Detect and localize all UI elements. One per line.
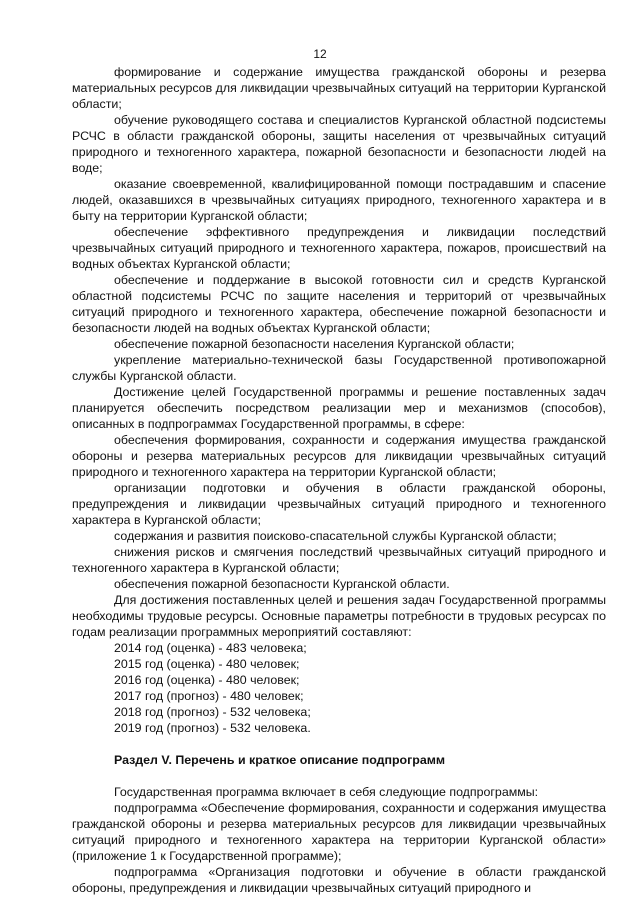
goals-list <box>72 64 606 640</box>
paragraph: Государственная программа включает в себя следующие подпрограммы: <box>114 785 539 799</box>
year-item: 2014 год (оценка) - 483 человека; <box>114 641 307 655</box>
paragraph: обеспечения пожарной безопасности Курганской области. <box>114 577 450 591</box>
paragraph: Для достижения поставленных целей и решения задач Государственной программы необходимы трудовые ресурсы. Основные параметры потребности в трудовых ресурсах по годам реализации программных мероприятий составляют: <box>72 593 606 639</box>
paragraph: обеспечение и поддержание в высокой готовности сил и средств Курганской областной подсистемы РСЧС по защите населения и территорий от чрезвычайных ситуаций природного и техногенного характера, обеспечение пожарной безопасности и безопасности людей на водных объектах Курганской области; <box>72 273 606 335</box>
labor-resources-list <box>72 640 606 736</box>
paragraph: содержания и развития поисково-спасательной службы Курганской области; <box>114 529 557 543</box>
year-item: 2015 год (оценка) - 480 человек; <box>114 657 300 671</box>
subprograms-list <box>72 784 606 896</box>
year-item: 2016 год (оценка) - 480 человек; <box>114 673 300 687</box>
year-item: 2019 год (прогноз) - 532 человека. <box>114 721 311 735</box>
page-number: 12 <box>313 47 327 61</box>
paragraph: обеспечение пожарной безопасности населения Курганской области; <box>114 337 515 351</box>
paragraph: формирование и содержание имущества гражданской обороны и резерва материальных ресурсов для ликвидации чрезвычайных ситуаций на территории Курганской области; <box>72 65 606 111</box>
paragraph: укрепление материально-технической базы Государственной противопожарной службы Курганской области. <box>72 353 606 383</box>
paragraph: снижения рисков и смягчения последствий чрезвычайных ситуаций природного и техногенного характера в Курганской области; <box>72 545 606 575</box>
document-body <box>72 64 606 896</box>
year-item: 2018 год (прогноз) - 532 человека; <box>114 705 311 719</box>
paragraph: подпрограмма «Организация подготовки и обучение в области гражданской обороны, предупреждения и ликвидации чрезвычайных ситуаций природного и <box>72 865 606 895</box>
paragraph: организации подготовки и обучения в области гражданской обороны, предупреждения и ликвидации чрезвычайных ситуаций природного и техногенного характера в Курганской области; <box>72 481 606 527</box>
paragraph: обучение руководящего состава и специалистов Курганской областной подсистемы РСЧС в области гражданской обороны, защиты населения от чрезвычайных ситуаций природного и техногенного характера, пожарной безопасности и безопасности людей на воде; <box>72 113 606 175</box>
spacer <box>72 768 606 784</box>
year-item: 2017 год (прогноз) - 480 человек; <box>114 689 304 703</box>
paragraph: Достижение целей Государственной программы и решение поставленных задач планируется обеспечить посредством реализации мер и механизмов (способов), описанных в подпрограммах Государственной программы, в сфере: <box>72 385 606 431</box>
paragraph: подпрограмма «Обеспечение формирования, сохранности и содержания имущества гражданской обороны и резерва материальных ресурсов для ликвидации чрезвычайных ситуаций природного и техногенного характера на территории Курганской области» (приложение 1 к Государственной программе); <box>72 801 606 863</box>
paragraph: обеспечения формирования, сохранности и содержания имущества гражданской обороны и резерва материальных ресурсов для ликвидации чрезвычайных ситуаций природного и техногенного характера на территории Курганской области; <box>72 433 606 479</box>
paragraph: оказание своевременной, квалифицированной помощи пострадавшим и спасение людей, оказавшихся в чрезвычайных ситуациях природного, техногенного характера и в быту на территории Курганской области; <box>72 177 606 223</box>
paragraph: обеспечение эффективного предупреждения и ликвидации последствий чрезвычайных ситуаций природного и техногенного характера, пожаров, происшествий на водных объектах Курганской области; <box>72 225 606 271</box>
spacer <box>72 736 606 752</box>
section-heading: Раздел V. Перечень и краткое описание подпрограмм <box>114 753 446 767</box>
